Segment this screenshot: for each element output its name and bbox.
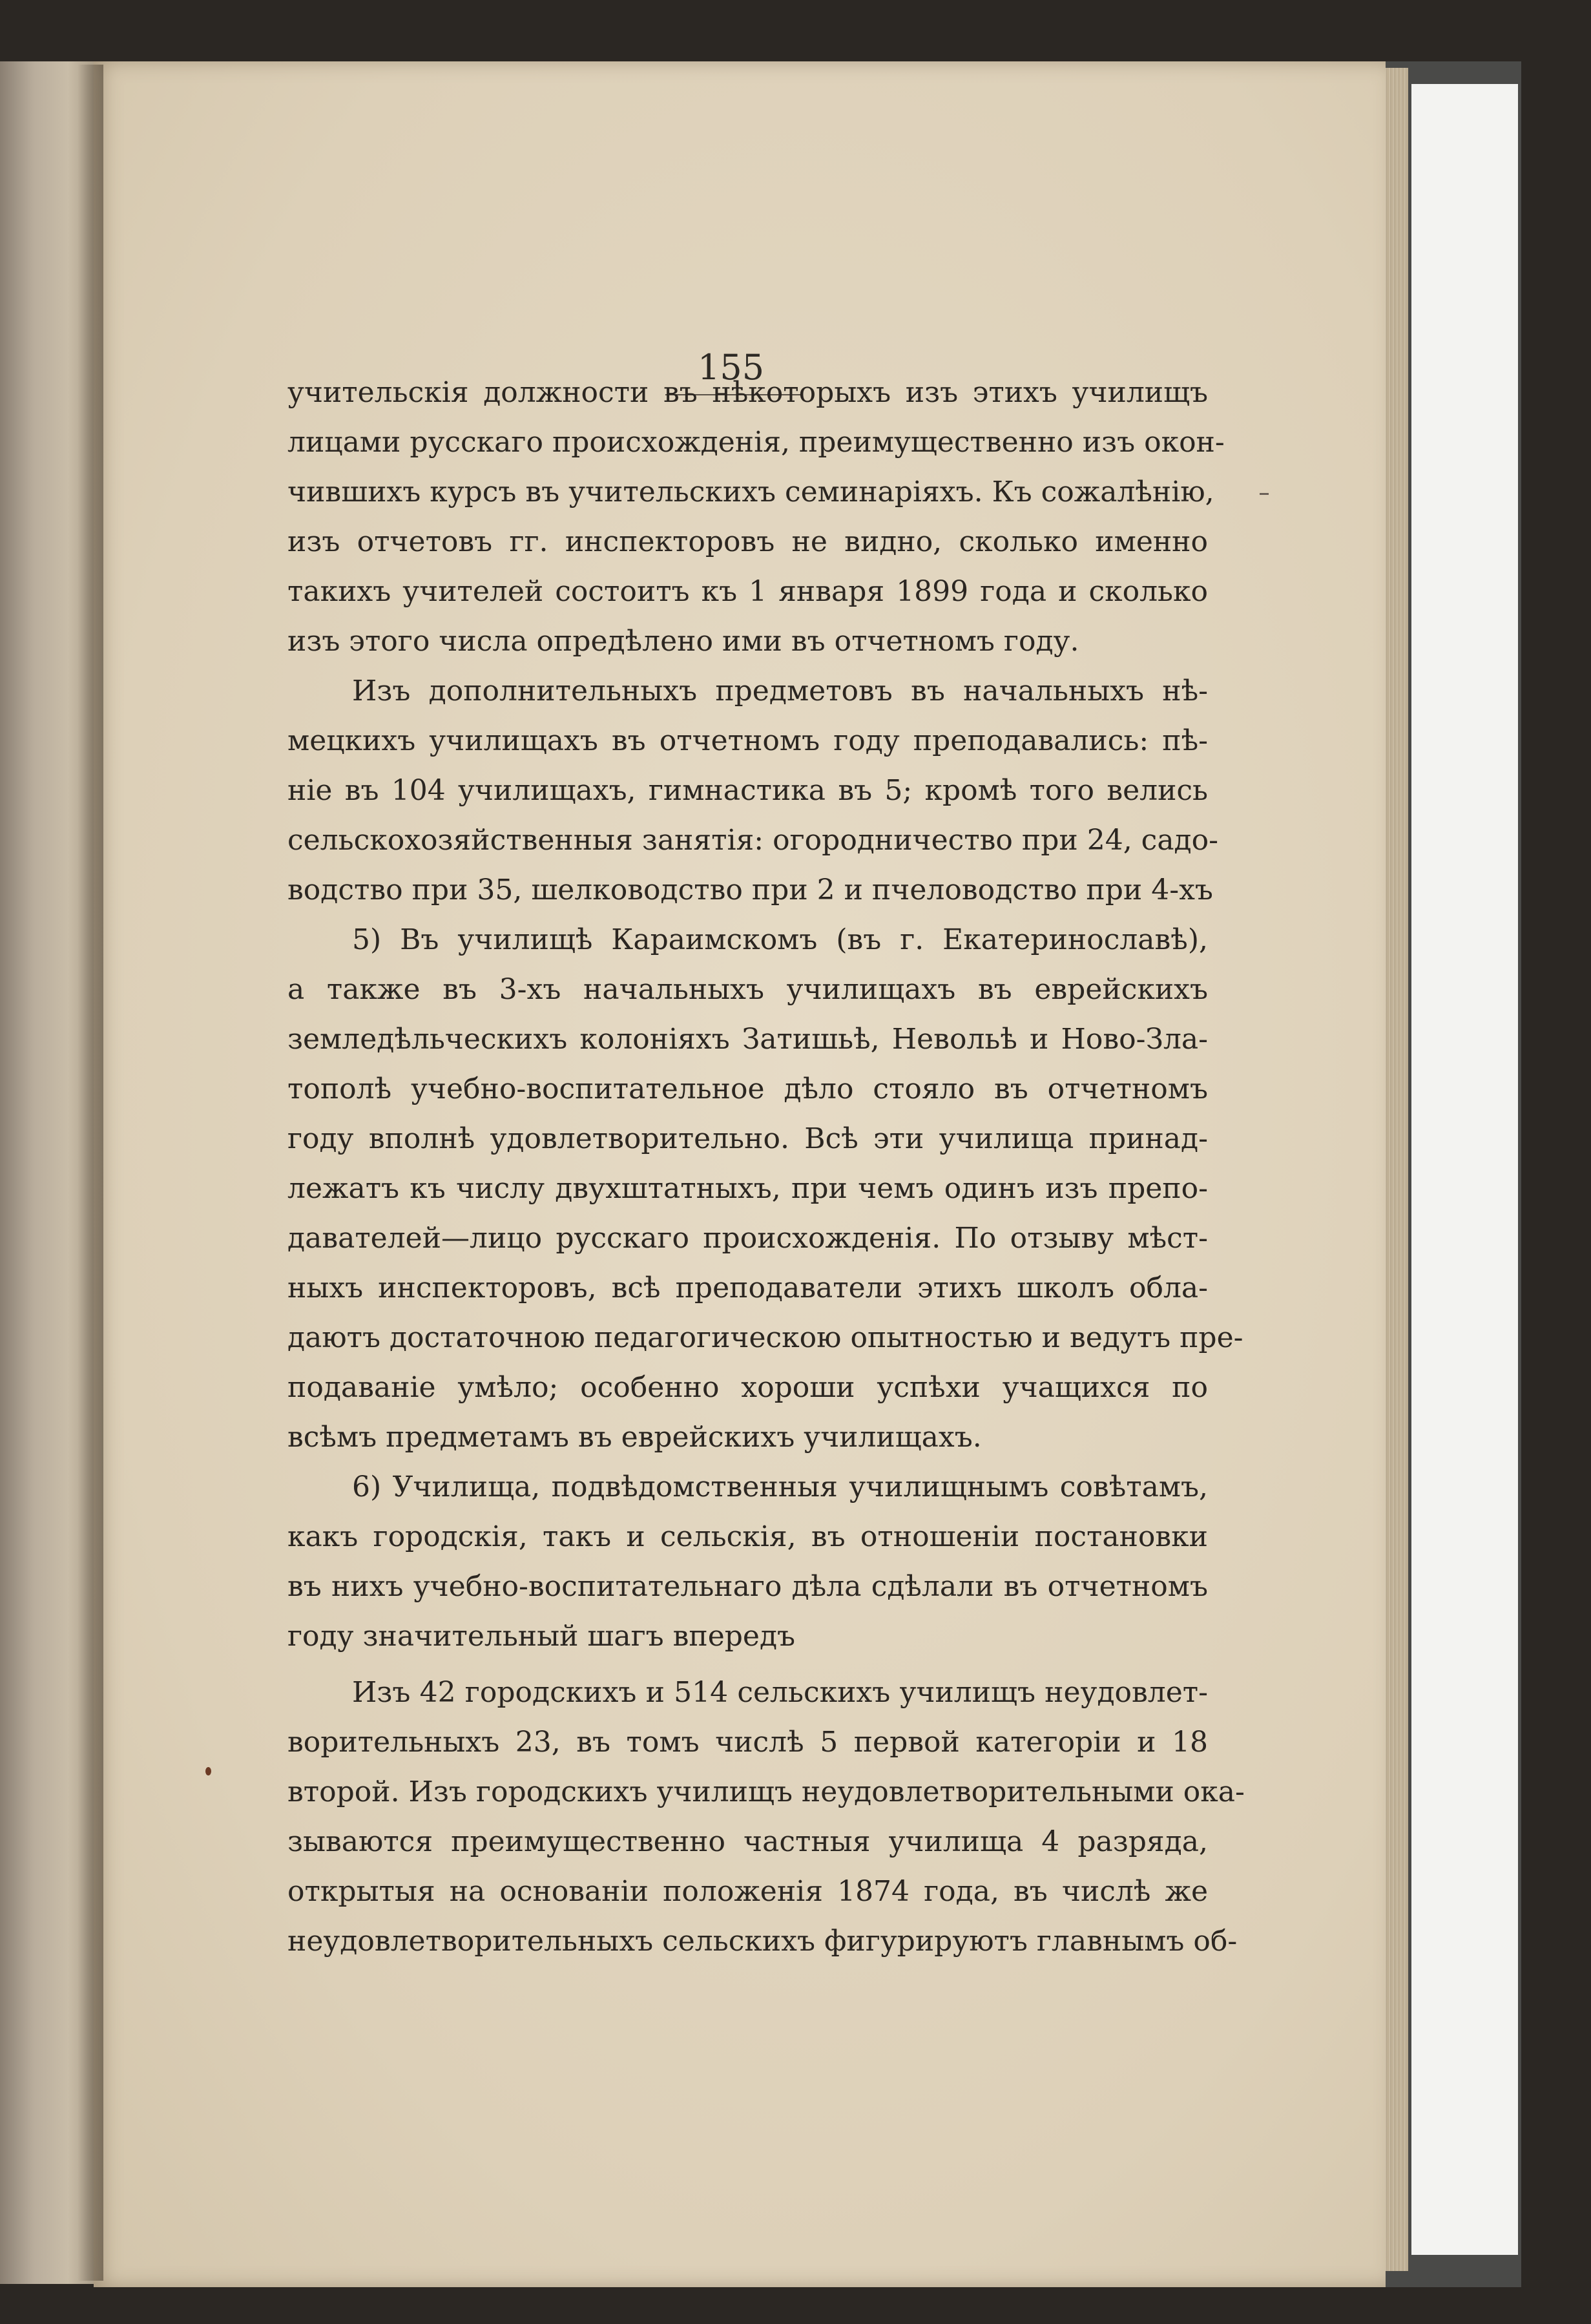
spine-shadow bbox=[78, 65, 103, 2281]
text-line: лицами русскаго происхожденія, преимущественно изъ окон- bbox=[287, 426, 1225, 459]
text-line: 5) Въ училищѣ Караимскомъ (въ г. Екатеринославѣ), bbox=[352, 923, 1208, 956]
text-line: подаваніе умѣло; особенно хороши успѣхи учащихся по bbox=[287, 1371, 1208, 1404]
text-line: изъ отчетовъ гг. инспекторовъ не видно, сколько именно bbox=[287, 525, 1208, 558]
book-page bbox=[94, 61, 1386, 2287]
margin-stain bbox=[205, 1767, 211, 1775]
text-line: давателей—лицо русскаго происхожденія. По отзыву мѣст- bbox=[287, 1222, 1208, 1255]
text-line: всѣмъ предметамъ въ еврейскихъ училищахъ. bbox=[287, 1421, 982, 1454]
text-line: даютъ достаточною педагогическою опытностью и ведутъ пре- bbox=[287, 1321, 1243, 1354]
text-line: сельскохозяйственныя занятія: огородничество при 24, садо- bbox=[287, 824, 1218, 857]
text-line: ніе въ 104 училищахъ, гимнастика въ 5; кромѣ того велись bbox=[287, 774, 1208, 807]
text-line: году значительный шагъ впередъ bbox=[287, 1620, 796, 1653]
text-line: водство при 35, шелководство при 2 и пчеловодство при 4-хъ bbox=[287, 874, 1213, 906]
text-line: неудовлетворительныхъ сельскихъ фигурируютъ главнымъ об- bbox=[287, 1925, 1238, 1958]
margin-mark bbox=[1260, 493, 1269, 495]
text-line: Изъ 42 городскихъ и 514 сельскихъ училищъ неудовлет- bbox=[352, 1676, 1208, 1709]
text-line: лежатъ къ числу двухштатныхъ, при чемъ одинъ изъ препо- bbox=[287, 1172, 1208, 1205]
text-line: ныхъ инспекторовъ, всѣ преподаватели этихъ школъ обла- bbox=[287, 1272, 1208, 1304]
text-line: земледѣльческихъ колоніяхъ Затишьѣ, Невольѣ и Ново-Зла- bbox=[287, 1023, 1208, 1056]
text-line: мецкихъ училищахъ въ отчетномъ году преподавались: пѣ- bbox=[287, 724, 1208, 757]
text-line: чившихъ курсъ въ учительскихъ семинаріяхъ. Къ сожалѣнію, bbox=[287, 476, 1214, 508]
white-paper-slip bbox=[1411, 84, 1518, 2255]
text-line: второй. Изъ городскихъ училищъ неудовлетворительными ока- bbox=[287, 1775, 1245, 1808]
text-line: изъ этого числа опредѣлено ими въ отчетномъ году. bbox=[287, 625, 1079, 658]
text-line: учительскія должности въ нѣкоторыхъ изъ этихъ училищъ bbox=[287, 376, 1208, 409]
text-line: какъ городскія, такъ и сельскія, въ отношеніи постановки bbox=[287, 1520, 1208, 1553]
text-line: ворительныхъ 23, въ томъ числѣ 5 первой категоріи и 18 bbox=[287, 1726, 1208, 1759]
text-line: зываются преимущественно частныя училища 4 разряда, bbox=[287, 1825, 1208, 1858]
text-line: 6) Училища, подвѣдомственныя училищнымъ совѣтамъ, bbox=[352, 1471, 1208, 1503]
text-line: году вполнѣ удовлетворительно. Всѣ эти училища принад- bbox=[287, 1122, 1208, 1155]
text-line: открытыя на основаніи положенія 1874 года, въ числѣ же bbox=[287, 1875, 1208, 1908]
text-line: а также въ 3-хъ начальныхъ училищахъ въ еврейскихъ bbox=[287, 973, 1208, 1006]
text-line: тополѣ учебно-воспитательное дѣло стояло въ отчетномъ bbox=[287, 1073, 1208, 1105]
text-line: такихъ учителей состоитъ къ 1 января 1899 года и сколько bbox=[287, 575, 1208, 608]
text-line: Изъ дополнительныхъ предметовъ въ начальныхъ нѣ- bbox=[352, 675, 1208, 707]
text-line: въ нихъ учебно-воспитательнаго дѣла сдѣлали въ отчетномъ bbox=[287, 1570, 1208, 1603]
page-number: 155 bbox=[698, 347, 765, 388]
